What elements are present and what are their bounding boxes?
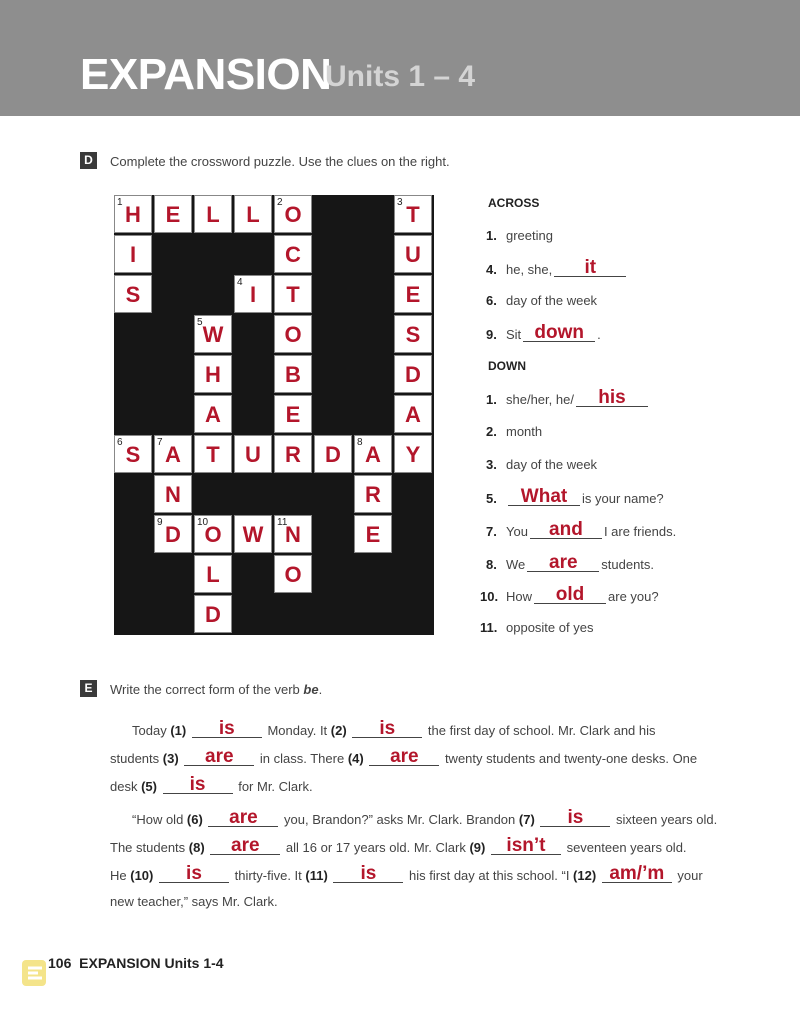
clue-text: You bbox=[506, 524, 528, 539]
cell-number: 2 bbox=[277, 197, 283, 208]
verb-answer: is bbox=[218, 718, 235, 739]
clue-number: 11. bbox=[480, 620, 498, 635]
crossword-cell bbox=[154, 515, 192, 553]
paragraph-text: twenty students and twenty-one desks. One bbox=[441, 751, 698, 766]
crossword-cell bbox=[274, 555, 312, 593]
cell-answer: O bbox=[284, 562, 302, 587]
cell-answer: O bbox=[284, 322, 302, 347]
cell-answer: T bbox=[206, 442, 220, 467]
cell-answer: L bbox=[246, 202, 260, 227]
crossword-cell bbox=[194, 315, 232, 353]
paragraph-text: Monday. It bbox=[263, 723, 331, 738]
cell-answer: A bbox=[165, 442, 181, 467]
paragraph-line bbox=[110, 863, 703, 884]
answer-blank[interactable] bbox=[540, 807, 610, 828]
cell-answer: T bbox=[286, 282, 300, 307]
item-number: (6) bbox=[186, 812, 203, 827]
paragraph-text: his first day at this school. “I bbox=[405, 868, 574, 883]
cell-answer: C bbox=[285, 242, 301, 267]
verb-answer: am/’m bbox=[609, 863, 665, 884]
paragraph-text: students bbox=[110, 751, 163, 766]
crossword-cell bbox=[274, 435, 312, 473]
answer-blank[interactable] bbox=[523, 322, 595, 343]
answer-blank[interactable] bbox=[208, 807, 278, 828]
clue-text-end: . bbox=[597, 327, 601, 342]
crossword-cell bbox=[194, 355, 232, 393]
item-number: (3) bbox=[162, 751, 179, 766]
cell-answer: B bbox=[285, 362, 301, 387]
clue-number: 8. bbox=[486, 557, 497, 572]
clue-text: How bbox=[506, 589, 533, 604]
crossword-cell bbox=[394, 315, 432, 353]
item-number: (9) bbox=[469, 840, 486, 855]
cell-answer: D bbox=[325, 442, 341, 467]
clue-text: Sit bbox=[506, 327, 522, 342]
crossword-cell bbox=[274, 395, 312, 433]
crossword-cell bbox=[234, 435, 272, 473]
clue-text: day of the week bbox=[506, 293, 598, 308]
cell-answer: S bbox=[125, 282, 141, 307]
answer-blank[interactable] bbox=[333, 863, 403, 884]
paragraph-text: your bbox=[673, 868, 703, 883]
cell-answer: O bbox=[204, 522, 222, 547]
crossword-cell bbox=[394, 355, 432, 393]
verb-answer: are bbox=[390, 746, 419, 767]
cell-answer: D bbox=[405, 362, 421, 387]
cell-answer: A bbox=[405, 402, 421, 427]
clue-text-end: are you? bbox=[608, 589, 659, 604]
paragraph-text: He bbox=[110, 868, 131, 883]
answer-blank[interactable] bbox=[369, 746, 439, 767]
cell-answer: W bbox=[242, 522, 264, 547]
crossword-cell bbox=[354, 515, 392, 553]
down-clue bbox=[486, 486, 664, 513]
clue-text-end: I are friends. bbox=[603, 524, 677, 539]
crossword-cell bbox=[194, 395, 232, 433]
cell-answer: D bbox=[165, 522, 181, 547]
across-clue bbox=[486, 293, 597, 317]
cell-answer: Y bbox=[405, 442, 421, 467]
verb-answer: is bbox=[379, 718, 396, 739]
crossword-cell bbox=[234, 515, 272, 553]
crossword-cell bbox=[234, 275, 272, 313]
answer-blank[interactable] bbox=[491, 835, 561, 856]
answer-blank[interactable] bbox=[602, 863, 672, 884]
cell-answer: L bbox=[206, 202, 220, 227]
clue-text: month bbox=[506, 424, 543, 439]
crossword-cell bbox=[274, 355, 312, 393]
down-clue bbox=[486, 424, 542, 448]
clue-number: 3. bbox=[486, 457, 497, 472]
cell-answer: R bbox=[365, 482, 381, 507]
clue-answer: and bbox=[549, 519, 583, 540]
cell-answer: S bbox=[405, 322, 421, 347]
crossword-cell bbox=[154, 475, 192, 513]
clue-number: 1. bbox=[486, 228, 497, 243]
verb-answer: are bbox=[231, 835, 260, 856]
answer-blank[interactable] bbox=[527, 552, 599, 573]
paragraph-text: all 16 or 17 years old. Mr. Clark bbox=[282, 840, 470, 855]
cell-answer: S bbox=[125, 442, 141, 467]
cell-answer: U bbox=[245, 442, 261, 467]
cell-answer: E bbox=[405, 282, 421, 307]
clue-answer: down bbox=[534, 322, 584, 343]
cell-answer: H bbox=[205, 362, 221, 387]
section-d-badge: D bbox=[80, 152, 97, 169]
crossword-cell bbox=[354, 475, 392, 513]
crossword-cell bbox=[194, 195, 232, 233]
item-number: (4) bbox=[347, 751, 364, 766]
paragraph-text: thirty-five. It bbox=[230, 868, 306, 883]
clue-text: greeting bbox=[506, 228, 553, 243]
cell-answer: T bbox=[406, 202, 420, 227]
item-number: (11) bbox=[305, 868, 328, 883]
across-clue bbox=[486, 257, 628, 284]
clue-text: opposite of yes bbox=[506, 620, 594, 635]
across-heading: ACROSS bbox=[488, 196, 540, 210]
cell-answer: I bbox=[249, 282, 257, 307]
cell-answer: E bbox=[165, 202, 181, 227]
cell-number: 3 bbox=[397, 197, 403, 208]
item-number: (2) bbox=[330, 723, 347, 738]
down-heading: DOWN bbox=[488, 359, 526, 373]
clue-answer: are bbox=[549, 552, 578, 573]
answer-blank[interactable] bbox=[210, 835, 280, 856]
clue-answer: it bbox=[584, 257, 597, 278]
clue-number: 6. bbox=[486, 293, 497, 308]
verb-answer: is bbox=[360, 863, 377, 884]
paragraph-text: in class. There bbox=[256, 751, 348, 766]
item-number: (5) bbox=[141, 779, 157, 794]
paragraph-line bbox=[110, 835, 687, 856]
cell-answer: N bbox=[285, 522, 301, 547]
clue-text: he, she, bbox=[506, 262, 553, 277]
answer-blank[interactable] bbox=[576, 387, 648, 408]
footer-text: EXPANSION Units 1-4 bbox=[79, 955, 224, 971]
down-clue bbox=[486, 457, 597, 481]
section-e-instruction bbox=[110, 682, 322, 697]
clue-number: 10. bbox=[480, 589, 499, 604]
crossword-cell bbox=[274, 275, 312, 313]
crossword-cell bbox=[154, 195, 192, 233]
page-footer bbox=[48, 955, 224, 971]
header-subtitle: Units 1 – 4 bbox=[325, 60, 476, 93]
down-clue bbox=[480, 620, 594, 644]
cell-number: 10 bbox=[197, 517, 209, 528]
cell-number: 6 bbox=[117, 437, 123, 448]
cell-answer: I bbox=[129, 242, 137, 267]
cell-answer: D bbox=[205, 602, 221, 627]
crossword-cell bbox=[394, 275, 432, 313]
item-number: (1) bbox=[170, 723, 187, 738]
clue-number: 9. bbox=[486, 327, 497, 342]
cell-answer: U bbox=[405, 242, 421, 267]
across-clue bbox=[486, 228, 553, 252]
cell-answer: R bbox=[285, 442, 301, 467]
down-clue bbox=[480, 584, 659, 611]
crossword-cell bbox=[394, 235, 432, 273]
answer-blank[interactable] bbox=[352, 718, 422, 739]
crossword-cell bbox=[114, 435, 152, 473]
paragraph-line bbox=[110, 894, 278, 909]
crossword-cell bbox=[394, 395, 432, 433]
crossword-grid bbox=[114, 195, 434, 635]
cell-number: 5 bbox=[197, 317, 203, 328]
verb-answer: is bbox=[186, 863, 202, 884]
clue-answer: What bbox=[520, 486, 568, 507]
answer-blank[interactable] bbox=[192, 718, 262, 739]
cell-answer: L bbox=[206, 562, 220, 587]
paragraph-line bbox=[110, 746, 698, 767]
crossword-cell bbox=[394, 195, 432, 233]
crossword-cell bbox=[354, 435, 392, 473]
crossword-cell bbox=[194, 435, 232, 473]
paragraph-line bbox=[110, 774, 313, 795]
down-clue bbox=[486, 387, 650, 414]
clue-number: 4. bbox=[486, 262, 497, 277]
cell-number: 8 bbox=[357, 437, 363, 448]
clue-answer: old bbox=[555, 584, 585, 605]
crossword-cell bbox=[114, 235, 152, 273]
answer-blank[interactable] bbox=[530, 519, 602, 540]
answer-blank[interactable] bbox=[159, 863, 229, 884]
crossword-cell bbox=[274, 515, 312, 553]
paragraph-text: seventeen years old. bbox=[562, 840, 687, 855]
cell-number: 11 bbox=[277, 517, 288, 528]
crossword-cell bbox=[114, 195, 152, 233]
answer-blank[interactable] bbox=[534, 584, 606, 605]
instruction-text: Write the correct form of the verb bbox=[110, 682, 304, 697]
page-header bbox=[0, 0, 800, 116]
cell-answer: H bbox=[125, 202, 141, 227]
cell-answer: O bbox=[284, 202, 302, 227]
down-clue bbox=[486, 552, 655, 579]
item-number: (12) bbox=[573, 868, 597, 883]
cell-answer: E bbox=[285, 402, 301, 427]
crossword-cell bbox=[194, 555, 232, 593]
cell-answer: N bbox=[165, 482, 181, 507]
cell-answer: A bbox=[205, 402, 221, 427]
paragraph-text: you, Brandon?” asks Mr. Clark. Brandon bbox=[280, 812, 519, 827]
clue-text: she/her, he/ bbox=[506, 392, 574, 407]
paragraph-text: The students bbox=[110, 840, 189, 855]
clue-text-end: is your name? bbox=[582, 491, 664, 506]
clue-answer: his bbox=[598, 387, 626, 408]
answer-blank[interactable] bbox=[163, 774, 233, 795]
crossword-cell bbox=[394, 435, 432, 473]
item-number: (7) bbox=[518, 812, 535, 827]
clue-number: 2. bbox=[486, 424, 497, 439]
item-number: (10) bbox=[130, 868, 154, 883]
cell-answer: W bbox=[202, 322, 224, 347]
down-clue bbox=[486, 519, 677, 546]
paragraph-text: desk bbox=[110, 779, 142, 794]
crossword-cell bbox=[194, 515, 232, 553]
clue-number: 7. bbox=[486, 524, 497, 539]
crossword-cell bbox=[274, 195, 312, 233]
clue-number: 1. bbox=[486, 392, 497, 407]
section-d-instruction: Complete the crossword puzzle. Use the clues on the right. bbox=[110, 154, 450, 169]
clue-text-end: students. bbox=[601, 557, 655, 572]
answer-blank[interactable] bbox=[184, 746, 254, 767]
crossword-cell bbox=[274, 315, 312, 353]
verb-answer: is bbox=[189, 774, 206, 795]
crossword-cell bbox=[114, 275, 152, 313]
cell-number: 7 bbox=[157, 437, 163, 448]
cell-number: 9 bbox=[157, 517, 163, 528]
answer-blank[interactable] bbox=[508, 486, 580, 507]
cell-number: 4 bbox=[237, 277, 243, 288]
paragraph-text: Today bbox=[132, 723, 171, 738]
paragraph-text: the first day of school. Mr. Clark and his bbox=[424, 723, 656, 738]
crossword-cell bbox=[234, 195, 272, 233]
cell-number: 1 bbox=[117, 197, 123, 208]
answer-blank[interactable] bbox=[554, 257, 626, 278]
verb-answer: are bbox=[205, 746, 234, 767]
crossword-cell bbox=[154, 435, 192, 473]
paragraph-line bbox=[132, 718, 656, 739]
page-number: 106 bbox=[48, 955, 72, 971]
instruction-verb: be bbox=[303, 682, 319, 697]
paragraph-text: “How old bbox=[132, 812, 187, 827]
cell-answer: E bbox=[365, 522, 381, 547]
paragraph-text: sixteen years old. bbox=[612, 812, 718, 827]
cell-answer: A bbox=[365, 442, 381, 467]
section-e-badge: E bbox=[80, 680, 97, 697]
crossword-cell bbox=[314, 435, 352, 473]
clue-text: day of the week bbox=[506, 457, 598, 472]
across-clue bbox=[486, 322, 601, 349]
publisher-logo-icon bbox=[20, 952, 50, 988]
header-title: EXPANSION bbox=[80, 50, 332, 99]
paragraph-text: for Mr. Clark. bbox=[234, 779, 313, 794]
item-number: (8) bbox=[188, 840, 205, 855]
clue-text: We bbox=[506, 557, 526, 572]
paragraph-line bbox=[132, 807, 718, 828]
crossword-cell bbox=[194, 595, 232, 633]
clue-number: 5. bbox=[486, 491, 497, 506]
verb-answer: are bbox=[229, 807, 258, 828]
verb-answer: is bbox=[567, 807, 584, 828]
paragraph-text: new teacher,” says Mr. Clark. bbox=[110, 894, 278, 909]
crossword-cell bbox=[274, 235, 312, 273]
verb-answer: isn’t bbox=[506, 835, 546, 856]
instruction-end: . bbox=[318, 682, 323, 697]
